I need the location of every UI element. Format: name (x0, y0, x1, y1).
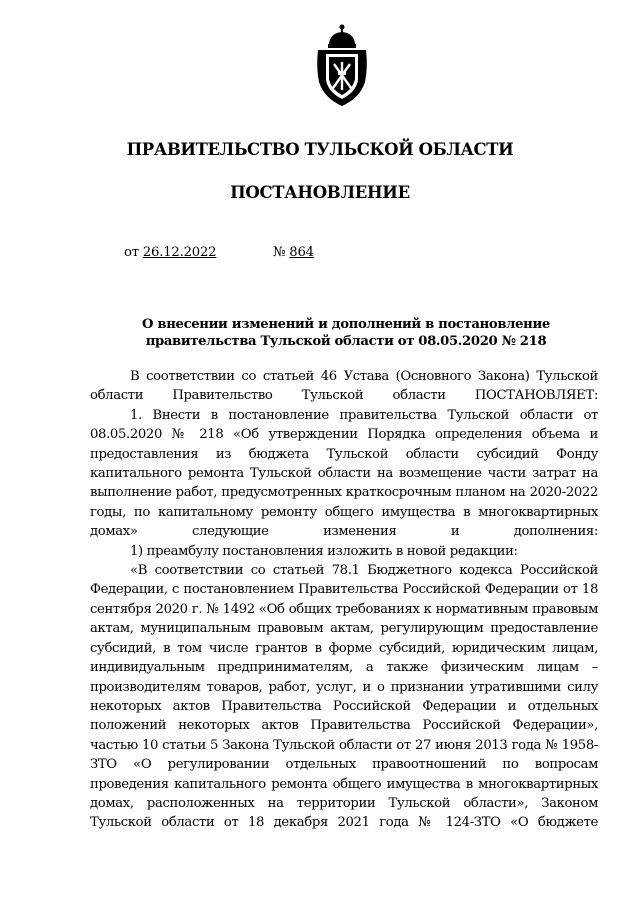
paragraph-item-1: 1. Внести в постановление правительства Тульской области от 08.05.2020 № 218 «Об утверждении Порядка определения объема и предоставления из бюджета Тульской области субсидий Фонду капитального ремонта Тульской области на возмещение части затрат на выполнение работ, предусмотренных краткосрочным планом на 2020-2022 годы, по капитальному ремонту общего имущества в многоквартирных домах» следующие изменения и дополнения: (90, 407, 598, 540)
date-value: 26.12.2022 (142, 245, 217, 260)
document-number (273, 245, 314, 260)
number-prefix: № (273, 245, 286, 260)
coat-of-arms-icon (306, 22, 378, 108)
paragraph-subitem-1: 1) преамбулу постановления изложить в новой редакции: (130, 543, 518, 559)
document-subject: О внесении изменений и дополнений в постановление правительства Тульской области от 08.05.2020 № 218 (142, 317, 550, 349)
document-type: ПОСТАНОВЛЕНИЕ (230, 183, 410, 202)
document-date (124, 245, 216, 260)
date-prefix: от (124, 245, 139, 260)
government-title: ПРАВИТЕЛЬСТВО ТУЛЬСКОЙ ОБЛАСТИ (126, 140, 514, 159)
paragraph-quote: «В соответствии со статьей 78.1 Бюджетного кодекса Российской Федерации, с постановлением Правительства Российской Федерации от 18 сентября 2020 г. № 1492 «Об общих требованиях к нормативным правовым актам, муниципальным правовым актам, регулирующим предоставление субсидий, в том числе грантов в форме субсидий, юридическим лицам, индивидуальным предпринимателям, а также физическим лицам – производителям товаров, работ, услуг, и о признании утратившими силу некоторых актов Правительства Российской Федерации и отдельных положений некоторых актов Правительства Российской Федерации», частью 10 статьи 5 Закона Тульской области от 27 июня 2013 года № 1958-ЗТО «О регулировании отдельных правоотношений по вопросам проведения капитального ремонта общего имущества в многоквартирных домах, расположенных на территории Тульской области», Законом Тульской области от 18 декабря 2021 года № 124-ЗТО «О бюджете (90, 563, 598, 831)
paragraph-preamble: В соответствии со статьей 46 Устава (Основного Закона) Тульской области Правительство Тульской области ПОСТАНОВЛЯЕТ: (90, 369, 598, 404)
document-body (90, 367, 598, 833)
number-value: 864 (289, 245, 314, 260)
